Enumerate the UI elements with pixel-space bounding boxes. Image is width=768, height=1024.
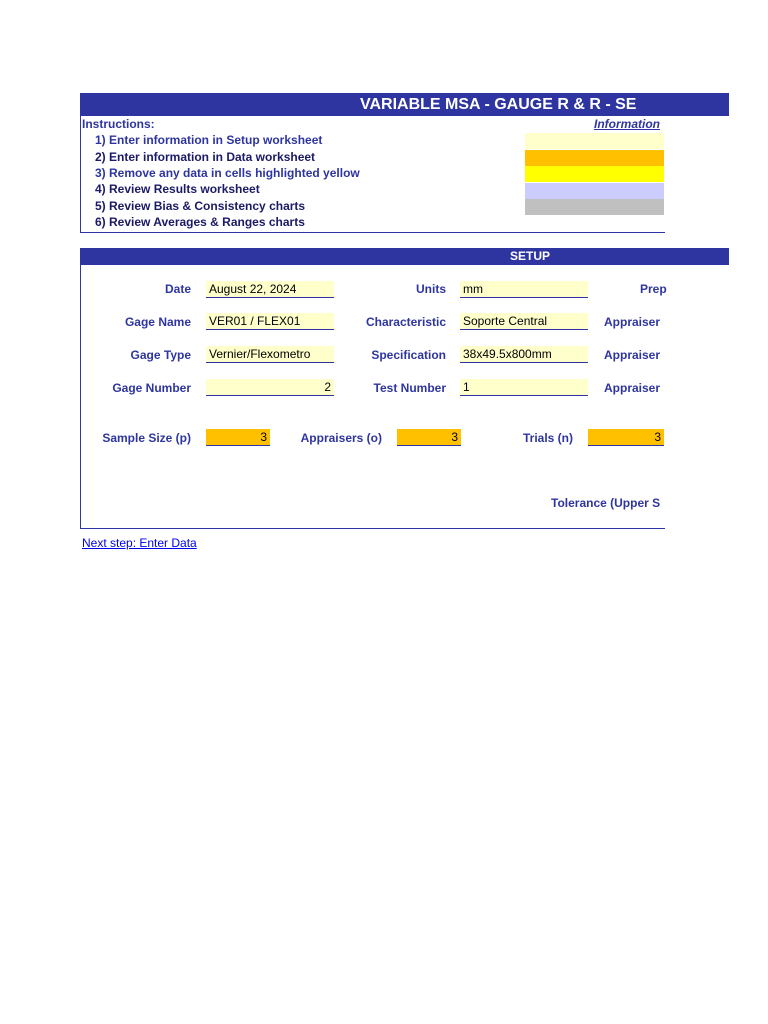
instruction-item-6: 6) Review Averages & Ranges charts bbox=[95, 215, 305, 229]
instruction-item-2: 2) Enter information in Data worksheet bbox=[95, 150, 316, 164]
legend-swatch-calculated bbox=[525, 199, 664, 215]
prepared-by-label: Prep bbox=[640, 282, 667, 296]
legend-swatch-required bbox=[525, 150, 664, 166]
date-field[interactable]: August 22, 2024 bbox=[206, 281, 334, 298]
legend-swatch-input bbox=[525, 133, 664, 149]
appraiser-a-label: Appraiser bbox=[604, 315, 661, 329]
tolerance-label: Tolerance (Upper S bbox=[551, 496, 661, 510]
gage-name-label: Gage Name bbox=[124, 315, 191, 329]
next-step-link[interactable]: Next step: Enter Data bbox=[82, 536, 197, 550]
setup-title: SETUP bbox=[510, 249, 551, 263]
characteristic-field[interactable]: Soporte Central bbox=[460, 313, 588, 330]
appraiser-b-label: Appraiser bbox=[604, 348, 661, 362]
instruction-item-5: 5) Review Bias & Consistency charts bbox=[95, 199, 306, 213]
setup-banner bbox=[80, 248, 729, 265]
information-link[interactable]: Information bbox=[594, 117, 660, 131]
units-label: Units bbox=[416, 282, 446, 296]
instruction-item-4: 4) Review Results worksheet bbox=[95, 182, 260, 196]
instruction-item-3: 3) Remove any data in cells highlighted yellow bbox=[95, 166, 360, 180]
trials-label: Trials (n) bbox=[522, 431, 573, 445]
specification-field[interactable]: 38x49.5x800mm bbox=[460, 346, 588, 363]
gage-name-field[interactable]: VER01 / FLEX01 bbox=[206, 313, 334, 330]
test-number-field[interactable]: 1 bbox=[460, 379, 588, 396]
appraiser-c-label: Appraiser bbox=[604, 381, 661, 395]
appraisers-field[interactable]: 3 bbox=[397, 429, 461, 446]
date-label: Date bbox=[164, 282, 191, 296]
units-field[interactable]: mm bbox=[460, 281, 588, 298]
test-number-label: Test Number bbox=[373, 381, 446, 395]
instruction-item-1: 1) Enter information in Setup worksheet bbox=[95, 133, 323, 147]
specification-label: Specification bbox=[371, 348, 446, 362]
instructions-label: Instructions: bbox=[82, 117, 155, 131]
gage-type-label: Gage Type bbox=[130, 348, 191, 362]
sample-size-label: Sample Size (p) bbox=[102, 431, 191, 445]
sample-size-field[interactable]: 3 bbox=[206, 429, 270, 446]
legend-swatch-results bbox=[525, 183, 664, 199]
characteristic-label: Characteristic bbox=[365, 315, 446, 329]
gage-number-field[interactable]: 2 bbox=[206, 379, 334, 396]
trials-field[interactable]: 3 bbox=[588, 429, 664, 446]
gage-type-field[interactable]: Vernier/Flexometro bbox=[206, 346, 334, 363]
gage-number-label: Gage Number bbox=[112, 381, 191, 395]
appraisers-label: Appraisers (o) bbox=[300, 431, 382, 445]
page-title: VARIABLE MSA - GAUGE R & R - SE bbox=[360, 96, 637, 113]
legend-swatch-highlight bbox=[525, 166, 664, 182]
setup-frame bbox=[80, 265, 665, 529]
